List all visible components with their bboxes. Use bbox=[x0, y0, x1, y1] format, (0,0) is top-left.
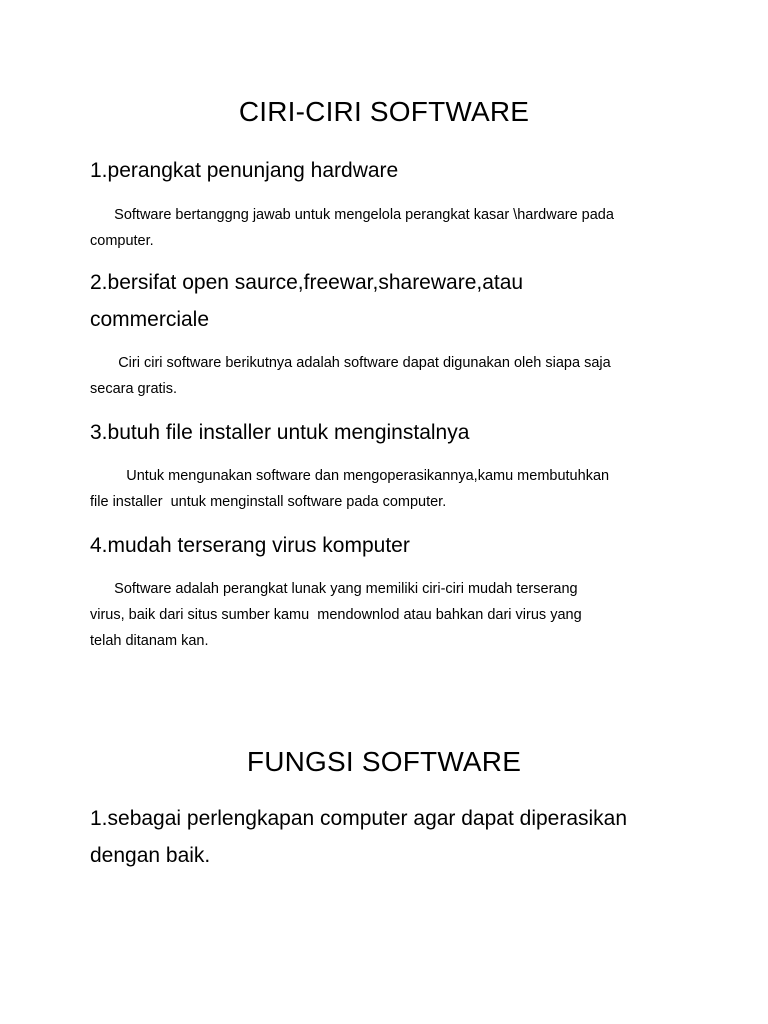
fungsi-item-heading-1 bbox=[90, 800, 690, 874]
item-body-4-line-3: telah ditanam kan. bbox=[90, 633, 209, 649]
item-heading-1 bbox=[90, 152, 690, 189]
item-body-2-line-1: Ciri ciri software berikutnya adalah software dapat digunakan oleh siapa saja bbox=[90, 355, 611, 371]
item-heading-2-line-1: 2.bersifat open saurce,freewar,shareware,atau bbox=[90, 271, 524, 294]
item-body-4-line-2: virus, baik dari situs sumber kamu mendownlod atau bahkan dari virus yang bbox=[90, 607, 582, 623]
item-body-1-line-2: computer. bbox=[90, 233, 154, 249]
item-body-4 bbox=[90, 576, 690, 654]
item-heading-4-line-1: 4.mudah terserang virus komputer bbox=[90, 534, 410, 557]
item-body-2 bbox=[90, 350, 690, 402]
item-heading-3-line-1: 3.butuh file installer untuk menginstalnya bbox=[90, 421, 470, 444]
fungsi-item-heading-1-line-2: dengan baik. bbox=[90, 844, 211, 867]
item-body-2-line-2: secara gratis. bbox=[90, 381, 178, 397]
item-body-4-line-1: Software adalah perangkat lunak yang memiliki ciri-ciri mudah terserang bbox=[90, 581, 578, 597]
item-body-3-line-2: file installer untuk menginstall software pada computer. bbox=[90, 494, 447, 510]
item-heading-1-line-1: 1.perangkat penunjang hardware bbox=[90, 159, 399, 182]
section-title-fungsi: FUNGSI SOFTWARE bbox=[246, 746, 522, 777]
item-heading-2 bbox=[90, 264, 690, 338]
item-body-1-line-1: Software bertanggng jawab untuk mengelola perangkat kasar \hardware pada bbox=[90, 207, 614, 223]
item-body-3-line-1: Untuk mengunakan software dan mengoperasikannya,kamu membutuhkan bbox=[90, 468, 610, 484]
item-body-1 bbox=[90, 202, 690, 254]
item-heading-3 bbox=[90, 414, 690, 451]
item-body-3 bbox=[90, 463, 690, 515]
section-title-ciri-ciri: CIRI-CIRI SOFTWARE bbox=[238, 96, 530, 127]
item-heading-2-line-2: commerciale bbox=[90, 308, 210, 331]
item-heading-4 bbox=[90, 527, 690, 564]
fungsi-item-heading-1-line-1: 1.sebagai perlengkapan computer agar dapat diperasikan bbox=[90, 807, 628, 830]
